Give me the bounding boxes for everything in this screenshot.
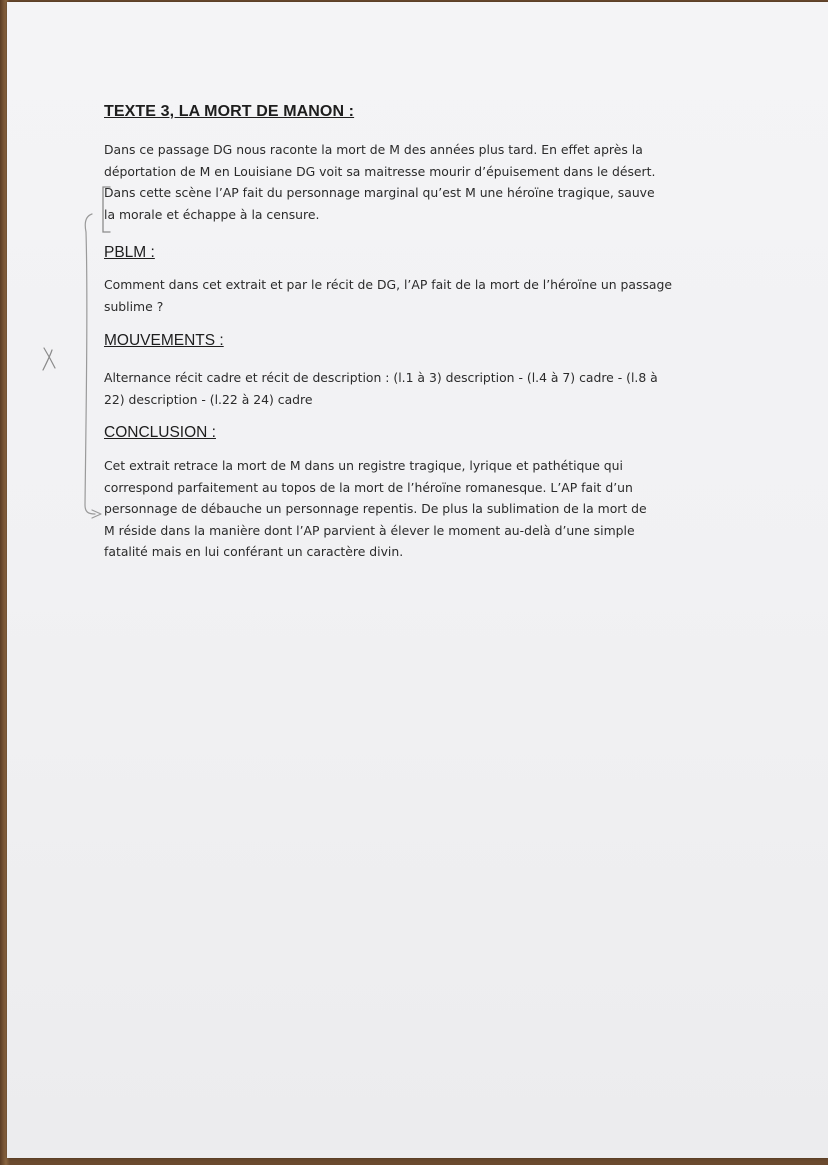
intro-line: Dans ce passage DG nous raconte la mort de M des années plus tard. En effet après la xyxy=(104,142,643,157)
intro-paragraph xyxy=(104,139,734,225)
conclusion-line: M réside dans la manière dont l’AP parvient à élever le moment au-delà d’une simple xyxy=(104,522,635,538)
conclusion-line: Cet extrait retrace la mort de M dans un registre tragique, lyrique et pathétique qui xyxy=(104,458,623,473)
intro-line: la morale et échappe à la censure. xyxy=(104,206,320,222)
conclusion-heading: CONCLUSION : xyxy=(104,424,216,441)
pblm-paragraph xyxy=(104,274,734,317)
pblm-line: Comment dans cet extrait et par le récit de DG, l’AP fait de la mort de l’héroïne un passage xyxy=(104,277,673,292)
document-title: TEXTE 3, LA MORT DE MANON : xyxy=(104,103,355,120)
conclusion-line: correspond parfaitement au topos de la mort de l’héroïne romanesque. L’AP fait d’un xyxy=(104,479,633,495)
conclusion-paragraph xyxy=(104,455,734,563)
mouvements-line: 22) description - (l.22 à 24) cadre xyxy=(104,391,313,407)
conclusion-line: fatalité mais en lui conférant un caractère divin. xyxy=(104,544,404,559)
mouvements-heading: MOUVEMENTS : xyxy=(104,332,224,349)
pblm-line: sublime ? xyxy=(104,298,164,314)
pblm-heading: PBLM : xyxy=(104,244,155,261)
mouvements-paragraph xyxy=(104,367,734,410)
intro-line: déportation de M en Louisiane DG voit sa maitresse mourir d’épuisement dans le désert. xyxy=(104,163,656,179)
mouvements-line: Alternance récit cadre et récit de description : (l.1 à 3) description - (l.4 à 7) cadre - (l.8 à xyxy=(104,370,658,385)
intro-line: Dans cette scène l’AP fait du personnage marginal qu’est M une héroïne tragique, sauve xyxy=(104,185,655,200)
conclusion-line: personnage de débauche un personnage repentis. De plus la sublimation de la mort de xyxy=(104,501,647,516)
